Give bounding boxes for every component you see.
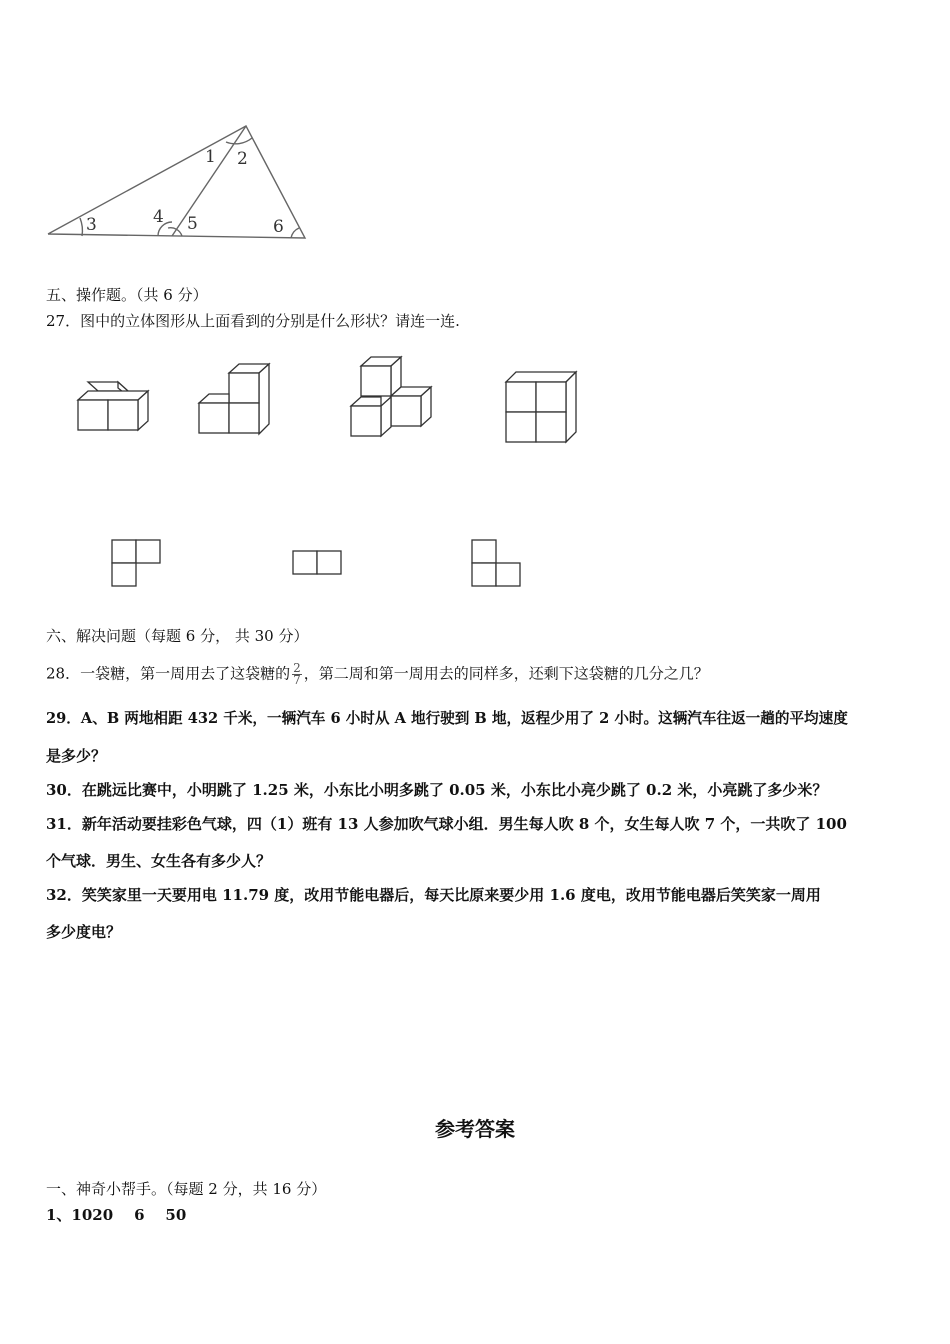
solid-b [199,364,269,434]
question-28-text-before: 28．一袋糖，第一周用去了这袋糖的 [46,664,291,683]
question-31-line1: 31．新年活动要挂彩色气球，四（1）班有 13 人参加吹气球小组．男生每人吹 8 个，女生每人吹 7 个，一共吹了 100 [46,815,847,833]
fraction-numerator: 2 [293,661,301,675]
angle-label-5: 5 [187,214,198,234]
angle-label-2: 2 [237,149,248,169]
question-27: 27．图中的立体图形从上面看到的分别是什么形状？请连一连. [46,312,460,330]
question-31-line2: 个气球．男生、女生各有多少人？ [46,852,272,870]
question-29-line2: 是多少？ [46,747,107,765]
angle-label-4: 4 [153,207,164,227]
answers-title: 参考答案 [435,1117,515,1141]
angle-label-6: 6 [273,217,284,237]
top-view-3 [472,540,520,586]
fraction-denominator: 7 [293,673,301,687]
angle-label-1: 1 [205,147,216,167]
section5-heading: 五、操作题。（共 6 分） [46,286,208,304]
top-view-1 [112,540,160,586]
top-view-2 [293,551,341,574]
cube-figures [0,0,950,620]
answer-1: 1、1020 6 50 [46,1206,187,1224]
solid-d [506,372,576,442]
angle-label-3: 3 [86,215,97,235]
question-28-text-after: ，第二周和第一周用去的同样多，还剩下这袋糖的几分之几？ [303,664,709,683]
section6-heading: 六、解决问题（每题 6 分， 共 30 分） [46,627,309,645]
answers-section1-heading: 一、神奇小帮手。（每题 2 分，共 16 分） [46,1180,327,1198]
question-28 [46,663,709,686]
fraction-two-sevenths [292,663,302,686]
question-32-line2: 多少度电？ [46,923,122,941]
question-29-line1: 29．A、B 两地相距 432 千米，一辆汽车 6 小时从 A 地行驶到 B 地，返程少用了 2 小时。这辆汽车往返一趟的平均速度 [46,710,848,727]
question-32-line1: 32．笑笑家里一天要用电 11.79 度，改用节能电器后，每天比原来要少用 1.6 度电，改用节能电器后笑笑家一周用 [46,886,821,904]
question-30: 30．在跳远比赛中，小明跳了 1.25 米，小东比小明多跳了 0.05 米，小东比小亮少跳了 0.2 米，小亮跳了多少米？ [46,781,828,799]
solid-a [78,382,148,430]
solid-c [351,357,431,436]
